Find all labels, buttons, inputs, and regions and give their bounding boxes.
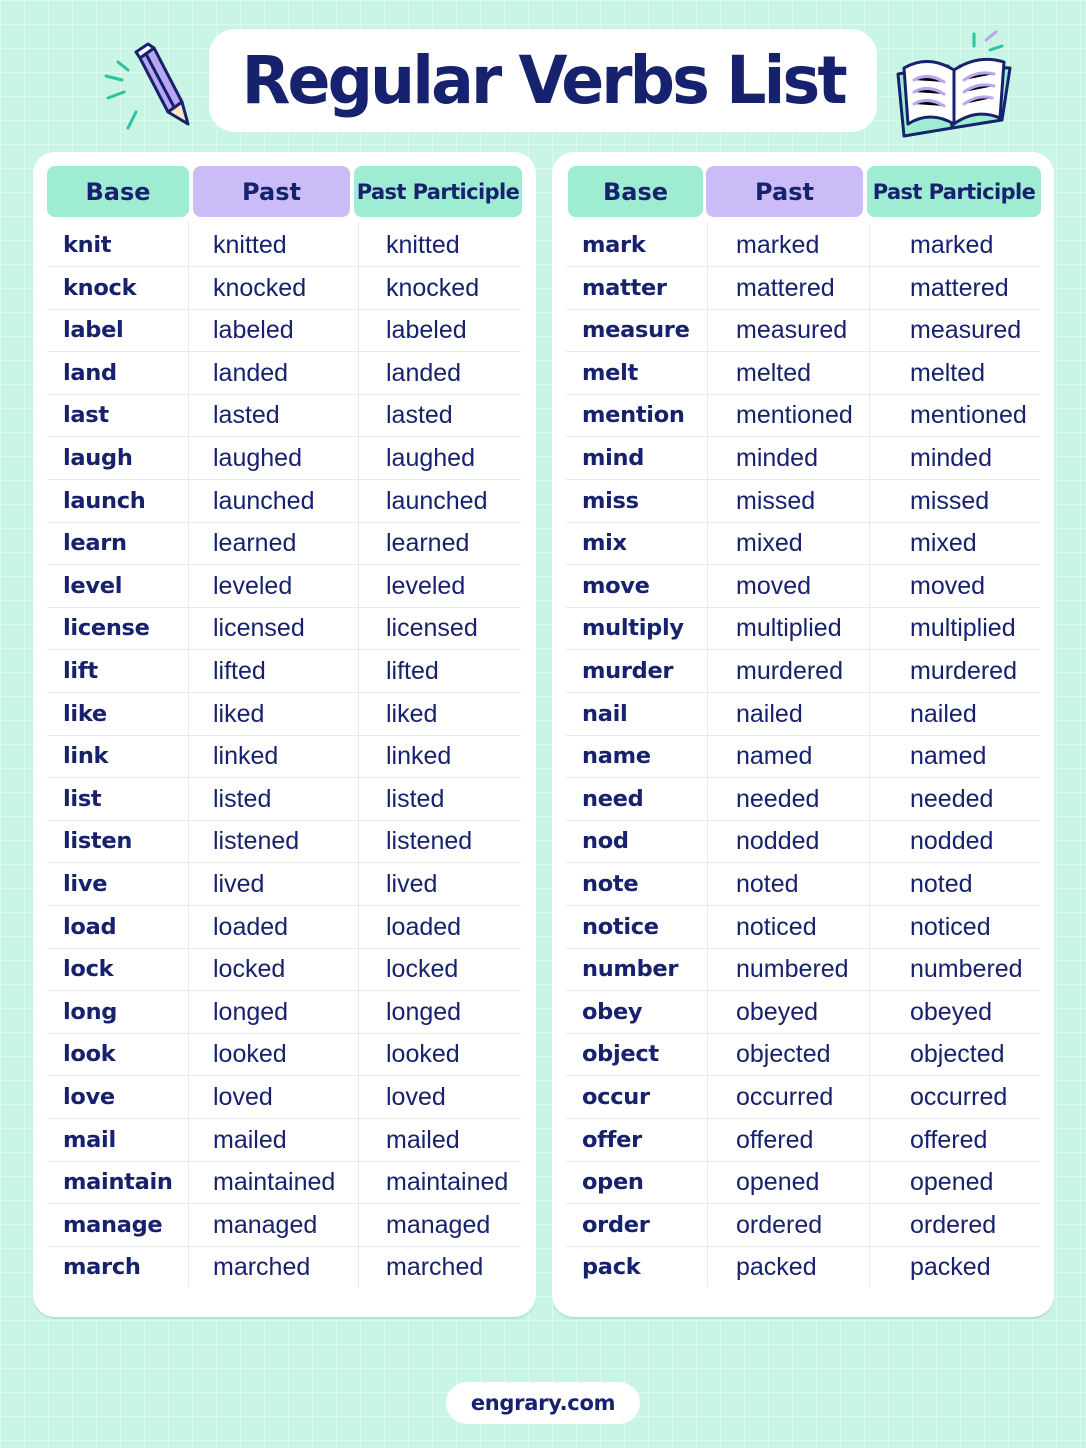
- table-row: [47, 650, 521, 693]
- table-row: [566, 522, 1040, 565]
- base-form: look: [63, 1041, 116, 1068]
- column-header-base: Base: [568, 166, 703, 217]
- table-row: [566, 693, 1040, 736]
- past-form: landed: [213, 358, 289, 387]
- past-participle-form: numbered: [910, 955, 1023, 984]
- past-participle-form: longed: [386, 997, 462, 1026]
- base-form: nail: [582, 700, 628, 727]
- past-form: lived: [213, 870, 265, 898]
- base-form: mind: [582, 445, 645, 471]
- column-header-base: Base: [47, 166, 189, 217]
- base-form: notice: [582, 913, 659, 940]
- base-form: level: [63, 572, 123, 599]
- table-row: [47, 863, 521, 906]
- column-header-past-participle: Past Participle: [354, 166, 522, 217]
- past-participle-form: melted: [910, 358, 986, 387]
- past-participle-form: marked: [910, 231, 994, 259]
- past-form: numbered: [736, 955, 849, 984]
- table-body: [552, 152, 1054, 1317]
- past-participle-form: packed: [910, 1253, 991, 1282]
- past-form: named: [736, 742, 813, 771]
- past-participle-form: obeyed: [910, 997, 993, 1026]
- past-participle-form: measured: [910, 316, 1022, 345]
- past-participle-form: knocked: [386, 273, 480, 302]
- past-form: leveled: [213, 571, 293, 600]
- base-form: march: [63, 1254, 141, 1281]
- past-form: managed: [213, 1210, 318, 1239]
- table-row: [566, 906, 1040, 949]
- table-row: [47, 1076, 521, 1119]
- base-form: obey: [582, 998, 643, 1025]
- base-form: link: [63, 743, 109, 770]
- base-form: occur: [582, 1084, 650, 1110]
- past-participle-form: murdered: [910, 657, 1017, 685]
- past-form: labeled: [213, 316, 294, 345]
- base-form: learn: [63, 530, 127, 557]
- past-form: marched: [213, 1253, 311, 1282]
- past-form: learned: [213, 529, 297, 558]
- past-form: laughed: [213, 444, 302, 472]
- past-form: offered: [736, 1125, 814, 1154]
- table-body: [33, 152, 536, 1317]
- past-participle-form: marched: [386, 1253, 484, 1282]
- past-form: listed: [213, 784, 272, 813]
- base-form: murder: [582, 658, 674, 684]
- table-row: [566, 565, 1040, 608]
- past-participle-form: knitted: [386, 231, 460, 259]
- base-form: measure: [582, 317, 690, 344]
- table-row: [566, 437, 1040, 480]
- base-form: mix: [582, 530, 627, 557]
- base-form: move: [582, 572, 650, 599]
- base-form: laugh: [63, 445, 133, 471]
- base-form: license: [63, 615, 150, 642]
- table-row: [47, 522, 521, 565]
- past-participle-form: missed: [910, 486, 990, 515]
- past-form: maintained: [213, 1168, 336, 1197]
- past-participle-form: mentioned: [910, 401, 1027, 430]
- verb-table-left: [33, 152, 536, 1317]
- past-form: occurred: [736, 1083, 834, 1111]
- past-form: lifted: [213, 657, 266, 685]
- site-url: engrary.com: [446, 1382, 640, 1424]
- verb-table-right: [552, 152, 1054, 1317]
- past-participle-form: linked: [386, 742, 452, 771]
- past-form: licensed: [213, 614, 305, 643]
- past-participle-form: looked: [386, 1040, 460, 1069]
- base-form: land: [63, 359, 117, 386]
- base-form: offer: [582, 1126, 642, 1153]
- past-form: liked: [213, 699, 265, 728]
- past-participle-form: learned: [386, 529, 470, 558]
- base-form: pack: [582, 1254, 641, 1281]
- past-participle-form: listened: [386, 827, 473, 856]
- table-row: [566, 650, 1040, 693]
- table-row: [47, 693, 521, 736]
- base-form: maintain: [63, 1169, 173, 1196]
- table-row: [47, 1119, 521, 1162]
- table-row: [47, 394, 521, 437]
- table-row: [47, 1204, 521, 1247]
- past-participle-form: leveled: [386, 571, 466, 600]
- base-form: launch: [63, 487, 146, 514]
- past-participle-form: nodded: [910, 827, 994, 856]
- past-form: minded: [736, 444, 818, 472]
- past-participle-form: laughed: [386, 444, 475, 472]
- table-row: [47, 906, 521, 949]
- past-form: mixed: [736, 529, 803, 558]
- base-form: number: [582, 956, 679, 983]
- past-form: knocked: [213, 273, 307, 302]
- column-header-past: Past: [706, 166, 863, 217]
- past-participle-form: noticed: [910, 912, 991, 941]
- table-row: [566, 863, 1040, 906]
- base-form: miss: [582, 487, 639, 514]
- past-participle-form: nailed: [910, 699, 977, 728]
- base-form: order: [582, 1211, 650, 1238]
- table-row: [47, 778, 521, 821]
- table-row: [47, 820, 521, 863]
- table-row: [47, 735, 521, 778]
- pencil-icon: [98, 40, 198, 140]
- past-form: needed: [736, 784, 820, 813]
- table-row: [47, 309, 521, 352]
- past-participle-form: loaded: [386, 912, 462, 941]
- column-header-past: Past: [193, 166, 350, 217]
- past-form: mattered: [736, 273, 835, 302]
- base-form: matter: [582, 274, 667, 301]
- table-row: [566, 1076, 1040, 1119]
- page-title: Regular Verbs List: [241, 42, 845, 119]
- past-participle-form: loved: [386, 1083, 446, 1111]
- past-form: nodded: [736, 827, 820, 856]
- column-header-past-participle: Past Participle: [867, 166, 1041, 217]
- table-row: [566, 309, 1040, 352]
- base-form: note: [582, 871, 639, 897]
- base-form: lock: [63, 956, 114, 983]
- base-form: lift: [63, 658, 98, 684]
- table-row: [47, 352, 521, 395]
- table-row: [47, 224, 521, 267]
- past-participle-form: managed: [386, 1210, 491, 1239]
- table-row: [566, 778, 1040, 821]
- past-participle-form: lifted: [386, 657, 439, 685]
- base-form: nod: [582, 828, 629, 855]
- past-form: launched: [213, 486, 315, 515]
- past-participle-form: launched: [386, 486, 488, 515]
- past-form: knitted: [213, 231, 287, 259]
- past-participle-form: multiplied: [910, 614, 1016, 643]
- past-form: loved: [213, 1083, 273, 1111]
- base-form: label: [63, 317, 124, 344]
- table-row: [566, 267, 1040, 310]
- base-form: open: [582, 1169, 644, 1196]
- past-participle-form: mixed: [910, 529, 977, 558]
- past-participle-form: occurred: [910, 1083, 1008, 1111]
- table-row: [566, 607, 1040, 650]
- base-form: manage: [63, 1211, 163, 1238]
- base-form: name: [582, 743, 651, 770]
- past-participle-form: named: [910, 742, 987, 771]
- past-participle-form: mattered: [910, 273, 1009, 302]
- past-participle-form: locked: [386, 955, 459, 984]
- base-form: knit: [63, 232, 112, 258]
- base-form: mail: [63, 1126, 116, 1153]
- past-form: missed: [736, 486, 816, 515]
- past-form: multiplied: [736, 614, 842, 643]
- table-row: [47, 991, 521, 1034]
- table-row: [566, 735, 1040, 778]
- past-participle-form: offered: [910, 1125, 988, 1154]
- table-row: [566, 1033, 1040, 1076]
- past-participle-form: opened: [910, 1168, 994, 1197]
- past-form: objected: [736, 1040, 831, 1069]
- past-form: measured: [736, 316, 848, 345]
- table-row: [566, 224, 1040, 267]
- base-form: love: [63, 1084, 115, 1110]
- past-form: noted: [736, 870, 799, 898]
- base-form: need: [582, 785, 644, 812]
- past-form: melted: [736, 358, 812, 387]
- base-form: melt: [582, 359, 638, 386]
- past-participle-form: maintained: [386, 1168, 509, 1197]
- past-participle-form: landed: [386, 358, 462, 387]
- past-form: loaded: [213, 912, 289, 941]
- past-form: nailed: [736, 699, 803, 728]
- table-row: [566, 1204, 1040, 1247]
- past-form: linked: [213, 742, 279, 771]
- past-form: marked: [736, 231, 820, 259]
- table-row: [47, 1246, 521, 1288]
- base-form: list: [63, 785, 102, 812]
- past-form: ordered: [736, 1210, 823, 1239]
- past-participle-form: lived: [386, 870, 438, 898]
- base-form: object: [582, 1041, 659, 1068]
- past-participle-form: liked: [386, 699, 438, 728]
- past-form: locked: [213, 955, 286, 984]
- base-form: mention: [582, 402, 685, 429]
- table-row: [566, 480, 1040, 523]
- base-form: last: [63, 402, 109, 429]
- past-form: noticed: [736, 912, 817, 941]
- past-form: moved: [736, 571, 812, 600]
- table-row: [47, 1033, 521, 1076]
- table-row: [47, 437, 521, 480]
- base-form: mark: [582, 232, 646, 258]
- table-row: [566, 991, 1040, 1034]
- past-form: opened: [736, 1168, 820, 1197]
- past-form: lasted: [213, 401, 280, 430]
- past-participle-form: objected: [910, 1040, 1005, 1069]
- past-form: obeyed: [736, 997, 819, 1026]
- past-participle-form: minded: [910, 444, 992, 472]
- table-row: [47, 607, 521, 650]
- base-form: live: [63, 871, 108, 897]
- base-form: multiply: [582, 615, 684, 642]
- table-row: [566, 948, 1040, 991]
- title-banner: [209, 29, 877, 132]
- table-row: [47, 948, 521, 991]
- past-participle-form: listed: [386, 784, 445, 813]
- table-row: [566, 352, 1040, 395]
- base-form: listen: [63, 828, 133, 855]
- past-participle-form: ordered: [910, 1210, 997, 1239]
- past-form: packed: [736, 1253, 817, 1282]
- past-participle-form: lasted: [386, 401, 453, 430]
- past-participle-form: labeled: [386, 316, 467, 345]
- table-row: [566, 1119, 1040, 1162]
- base-form: long: [63, 998, 118, 1025]
- past-participle-form: mailed: [386, 1125, 460, 1154]
- table-row: [566, 820, 1040, 863]
- table-row: [566, 1161, 1040, 1204]
- table-row: [566, 394, 1040, 437]
- table-row: [566, 1246, 1040, 1288]
- table-row: [47, 480, 521, 523]
- past-participle-form: noted: [910, 870, 973, 898]
- table-row: [47, 267, 521, 310]
- past-participle-form: moved: [910, 571, 986, 600]
- past-form: longed: [213, 997, 289, 1026]
- base-form: knock: [63, 274, 137, 301]
- base-form: load: [63, 913, 117, 940]
- past-form: mailed: [213, 1125, 287, 1154]
- past-participle-form: needed: [910, 784, 994, 813]
- table-row: [47, 565, 521, 608]
- open-book-icon: [890, 28, 1020, 140]
- past-form: murdered: [736, 657, 843, 685]
- past-form: looked: [213, 1040, 287, 1069]
- past-form: mentioned: [736, 401, 853, 430]
- past-form: listened: [213, 827, 300, 856]
- past-participle-form: licensed: [386, 614, 478, 643]
- base-form: like: [63, 700, 107, 727]
- table-row: [47, 1161, 521, 1204]
